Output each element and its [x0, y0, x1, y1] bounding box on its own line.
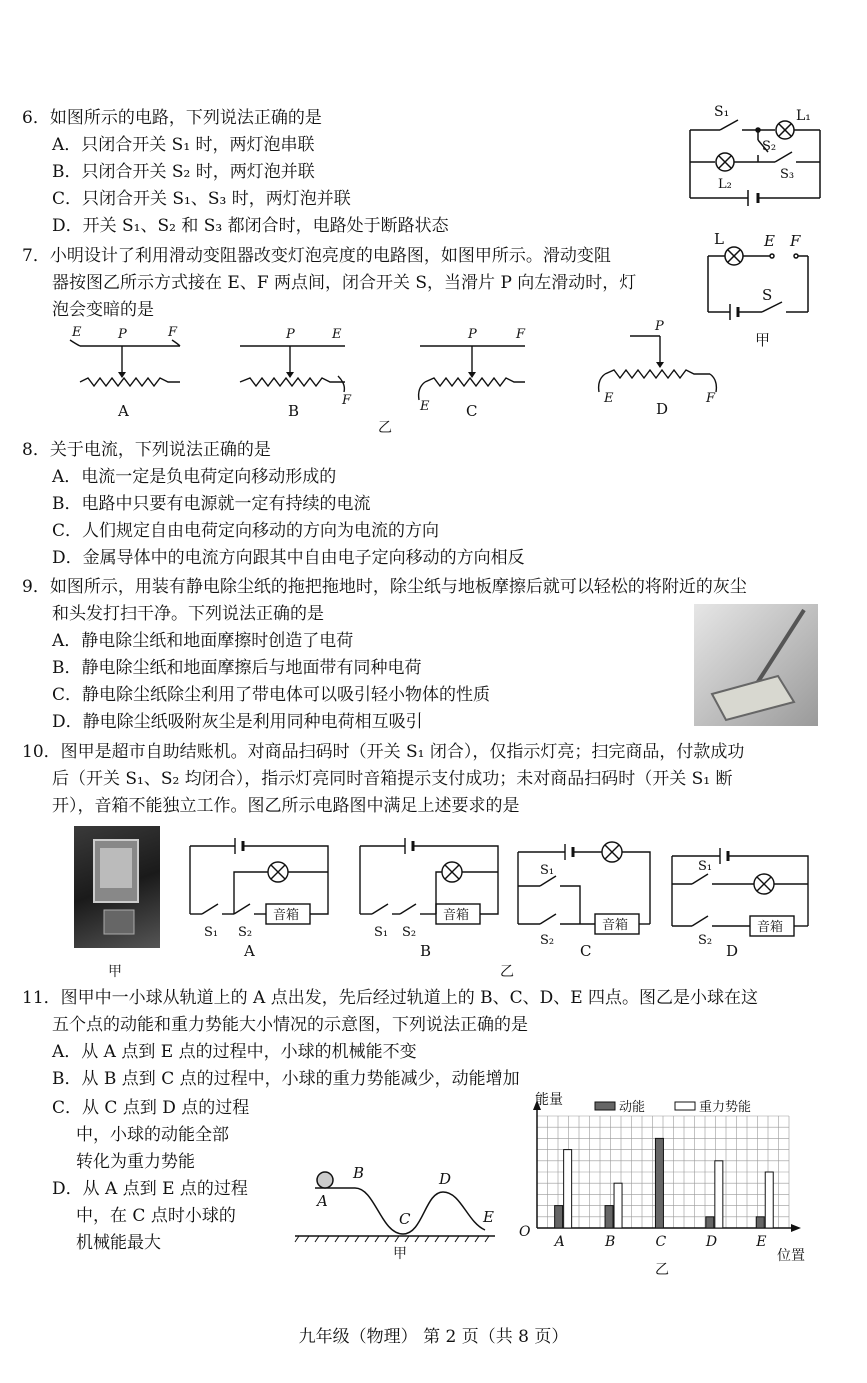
q6-option-d: D．开关 S₁、S₂ 和 S₃ 都闭合时，电路处于断路状态 [52, 216, 449, 236]
q11-option-c-line3: 转化为重力势能 [76, 1152, 195, 1172]
label-f: F [790, 232, 801, 250]
label-l: L [714, 230, 724, 248]
c-label-e: E [420, 399, 430, 414]
bar-kinetic-B [605, 1206, 613, 1228]
a-label-e: E [72, 325, 82, 340]
q8-stem: 8．关于电流，下列说法正确的是 [22, 440, 271, 460]
bar-potential-D [715, 1161, 723, 1228]
legend-swatch [675, 1102, 695, 1110]
bar-potential-A [564, 1150, 572, 1228]
bar-potential-B [614, 1183, 622, 1228]
option-a-label: A [244, 942, 255, 960]
q10-line1: 10．图甲是超市自助结账机。对商品扫码时（开关 S₁ 闭合），仅指示灯亮；扫完商品，付款成功 [22, 742, 745, 762]
option-c-label: C [580, 942, 592, 960]
q6-option-c: C．只闭合开关 S₁、S₃ 时，两灯泡并联 [52, 189, 351, 209]
label-s: S [762, 286, 773, 304]
track-caption-jia: 甲 [393, 1246, 407, 1262]
q7-caption-yi: 乙 [378, 420, 392, 436]
a-s2: S₂ [238, 925, 253, 940]
label-s2: S₂ [762, 139, 777, 154]
q11-option-a: A．从 A 点到 E 点的过程中，小球的机械能不变 [52, 1042, 417, 1062]
label-s1: S₁ [714, 104, 730, 120]
q11-option-c-line2: 中，小球的动能全部 [76, 1125, 229, 1145]
q11-option-b: B．从 B 点到 C 点的过程中，小球的重力势能减少，动能增加 [52, 1069, 520, 1089]
a-label-f: F [168, 325, 178, 340]
chart-caption: 乙 [655, 1262, 669, 1278]
track-b: B [353, 1164, 365, 1182]
x-axis-label: 位置 [777, 1248, 805, 1264]
track-c: C [399, 1210, 411, 1228]
mop-photo [694, 604, 818, 726]
q10-caption-jia: 甲 [108, 964, 122, 980]
x-tick-label: A [554, 1234, 565, 1250]
q9-option-b: B．静电除尘纸和地面摩擦后与地面带有同种电荷 [52, 658, 422, 678]
b-speaker-label: 音箱 [443, 908, 470, 923]
a-label-p: P [118, 327, 127, 342]
d-s2: S₂ [698, 933, 713, 948]
option-b-label: B [288, 402, 300, 420]
q11-option-d-line2: 中，在 C 点时小球的 [76, 1206, 236, 1226]
q8-option-a: A．电流一定是负电荷定向移动形成的 [52, 467, 337, 487]
chart-axes [537, 1106, 795, 1228]
q9-option-d: D．静电除尘纸吸附灰尘是利用同种电荷相互吸引 [52, 712, 423, 732]
q6-option-a: A．只闭合开关 S₁ 时，两灯泡串联 [52, 135, 315, 155]
q11-option-c-line1: C．从 C 点到 D 点的过程 [52, 1098, 250, 1118]
b-label-e: E [332, 327, 342, 342]
y-axis-label: 能量 [535, 1092, 563, 1108]
c-s2: S₂ [540, 933, 555, 948]
energy-bar-chart [515, 1092, 815, 1278]
q8-option-d: D．金属导体中的电流方向跟其中自由电子定向移动的方向相反 [52, 548, 525, 568]
track-a: A [317, 1192, 328, 1210]
c-label-p: P [468, 327, 477, 342]
label-s3: S₃ [780, 167, 795, 182]
x-axis-arrow-icon [791, 1224, 801, 1232]
q7-line1: 7．小明设计了利用滑动变阻器改变灯泡亮度的电路图，如图甲所示。滑动变阻 [22, 246, 611, 266]
bar-kinetic-E [756, 1217, 764, 1228]
bar-kinetic-C [655, 1138, 663, 1228]
q11-line1: 11．图甲中一小球从轨道上的 A 点出发，先后经过轨道上的 B、C、D、E 四点。图乙是小球在这 [22, 988, 759, 1008]
c-label-f: F [516, 327, 526, 342]
chart-legend [595, 1099, 751, 1115]
d-label-p: P [655, 319, 664, 334]
bar-potential-E [765, 1172, 773, 1228]
option-a-label: A [118, 402, 129, 420]
q6-option-b: B．只闭合开关 S₂ 时，两灯泡并联 [52, 162, 315, 182]
q11-option-d-line3: 机械能最大 [76, 1233, 161, 1253]
d-label-e: E [604, 391, 614, 406]
q6-circuit-figure [680, 100, 850, 230]
q7-rheostat-figures [60, 319, 720, 436]
option-b-label: B [420, 942, 432, 960]
legend-label: 重力势能 [699, 1100, 752, 1115]
q7-caption-jia: 甲 [755, 331, 771, 349]
q9-option-a: A．静电除尘纸和地面摩擦时创造了电荷 [52, 631, 354, 651]
b-label-p: P [286, 327, 295, 342]
q10-line3: 开），音箱不能独立工作。图乙所示电路图中满足上述要求的是 [52, 796, 520, 816]
q11-option-d-line1: D．从 A 点到 E 点的过程 [52, 1179, 248, 1199]
q10-caption-yi: 乙 [500, 964, 514, 980]
d-s1: S₁ [698, 859, 713, 874]
q7-circuit-jia [700, 228, 820, 328]
x-tick-label: C [655, 1234, 667, 1250]
track-e: E [483, 1208, 494, 1226]
ball-icon [317, 1172, 333, 1188]
c-speaker-label: 音箱 [602, 918, 629, 933]
legend-swatch [595, 1102, 615, 1110]
d-speaker-label: 音箱 [757, 920, 784, 935]
d-label-f: F [706, 391, 716, 406]
track-d: D [439, 1170, 452, 1188]
c-s1: S₁ [540, 863, 555, 878]
q10-circuit-figures [180, 826, 840, 966]
q6-stem: 6．如图所示的电路，下列说法正确的是 [22, 108, 322, 128]
b-s1: S₁ [374, 925, 389, 940]
q9-option-c: C．静电除尘纸除尘利用了带电体可以吸引轻小物体的性质 [52, 685, 491, 705]
origin-label: O [519, 1224, 531, 1240]
q11-line2: 五个点的动能和重力势能大小情况的示意图，下列说法正确的是 [52, 1015, 528, 1035]
x-tick-label: B [605, 1234, 616, 1250]
legend-label: 动能 [619, 1100, 646, 1115]
q8-option-c: C．人们规定自由电荷定向移动的方向为电流的方向 [52, 521, 440, 541]
option-c-label: C [466, 402, 478, 420]
a-s1: S₁ [204, 925, 219, 940]
b-s2: S₂ [402, 925, 417, 940]
q7-line2: 器按图乙所示方式接在 E、F 两点间，闭合开关 S，当滑片 P 向左滑动时，灯 [52, 273, 637, 293]
label-e: E [764, 232, 775, 250]
q11-track-figure [295, 1150, 505, 1260]
option-d-label: D [656, 400, 669, 418]
q9-line2: 和头发打扫干净。下列说法正确的是 [52, 604, 324, 624]
page-footer: 九年级（物理） 第 2 页（共 8 页） [298, 1327, 569, 1347]
a-speaker-label: 音箱 [273, 908, 300, 923]
label-l1: L₁ [796, 108, 811, 124]
self-checkout-photo [74, 826, 160, 948]
bar-kinetic-A [555, 1206, 563, 1228]
x-tick-label: E [756, 1234, 767, 1250]
bar-kinetic-D [706, 1217, 714, 1228]
q10-line2: 后（开关 S₁、S₂ 均闭合），指示灯亮同时音箱提示支付成功；未对商品扫码时（开关 S₁ 断 [52, 769, 733, 789]
q7-line3: 泡会变暗的是 [52, 300, 154, 320]
x-tick-label: D [705, 1234, 718, 1250]
q8-option-b: B．电路中只要有电源就一定有持续的电流 [52, 494, 371, 514]
label-l2: L₂ [718, 177, 732, 192]
b-label-f: F [342, 393, 352, 408]
option-d-label: D [726, 942, 739, 960]
q9-line1: 9．如图所示，用装有静电除尘纸的拖把拖地时，除尘纸与地板摩擦后就可以轻松的将附近的灰尘 [22, 577, 747, 597]
